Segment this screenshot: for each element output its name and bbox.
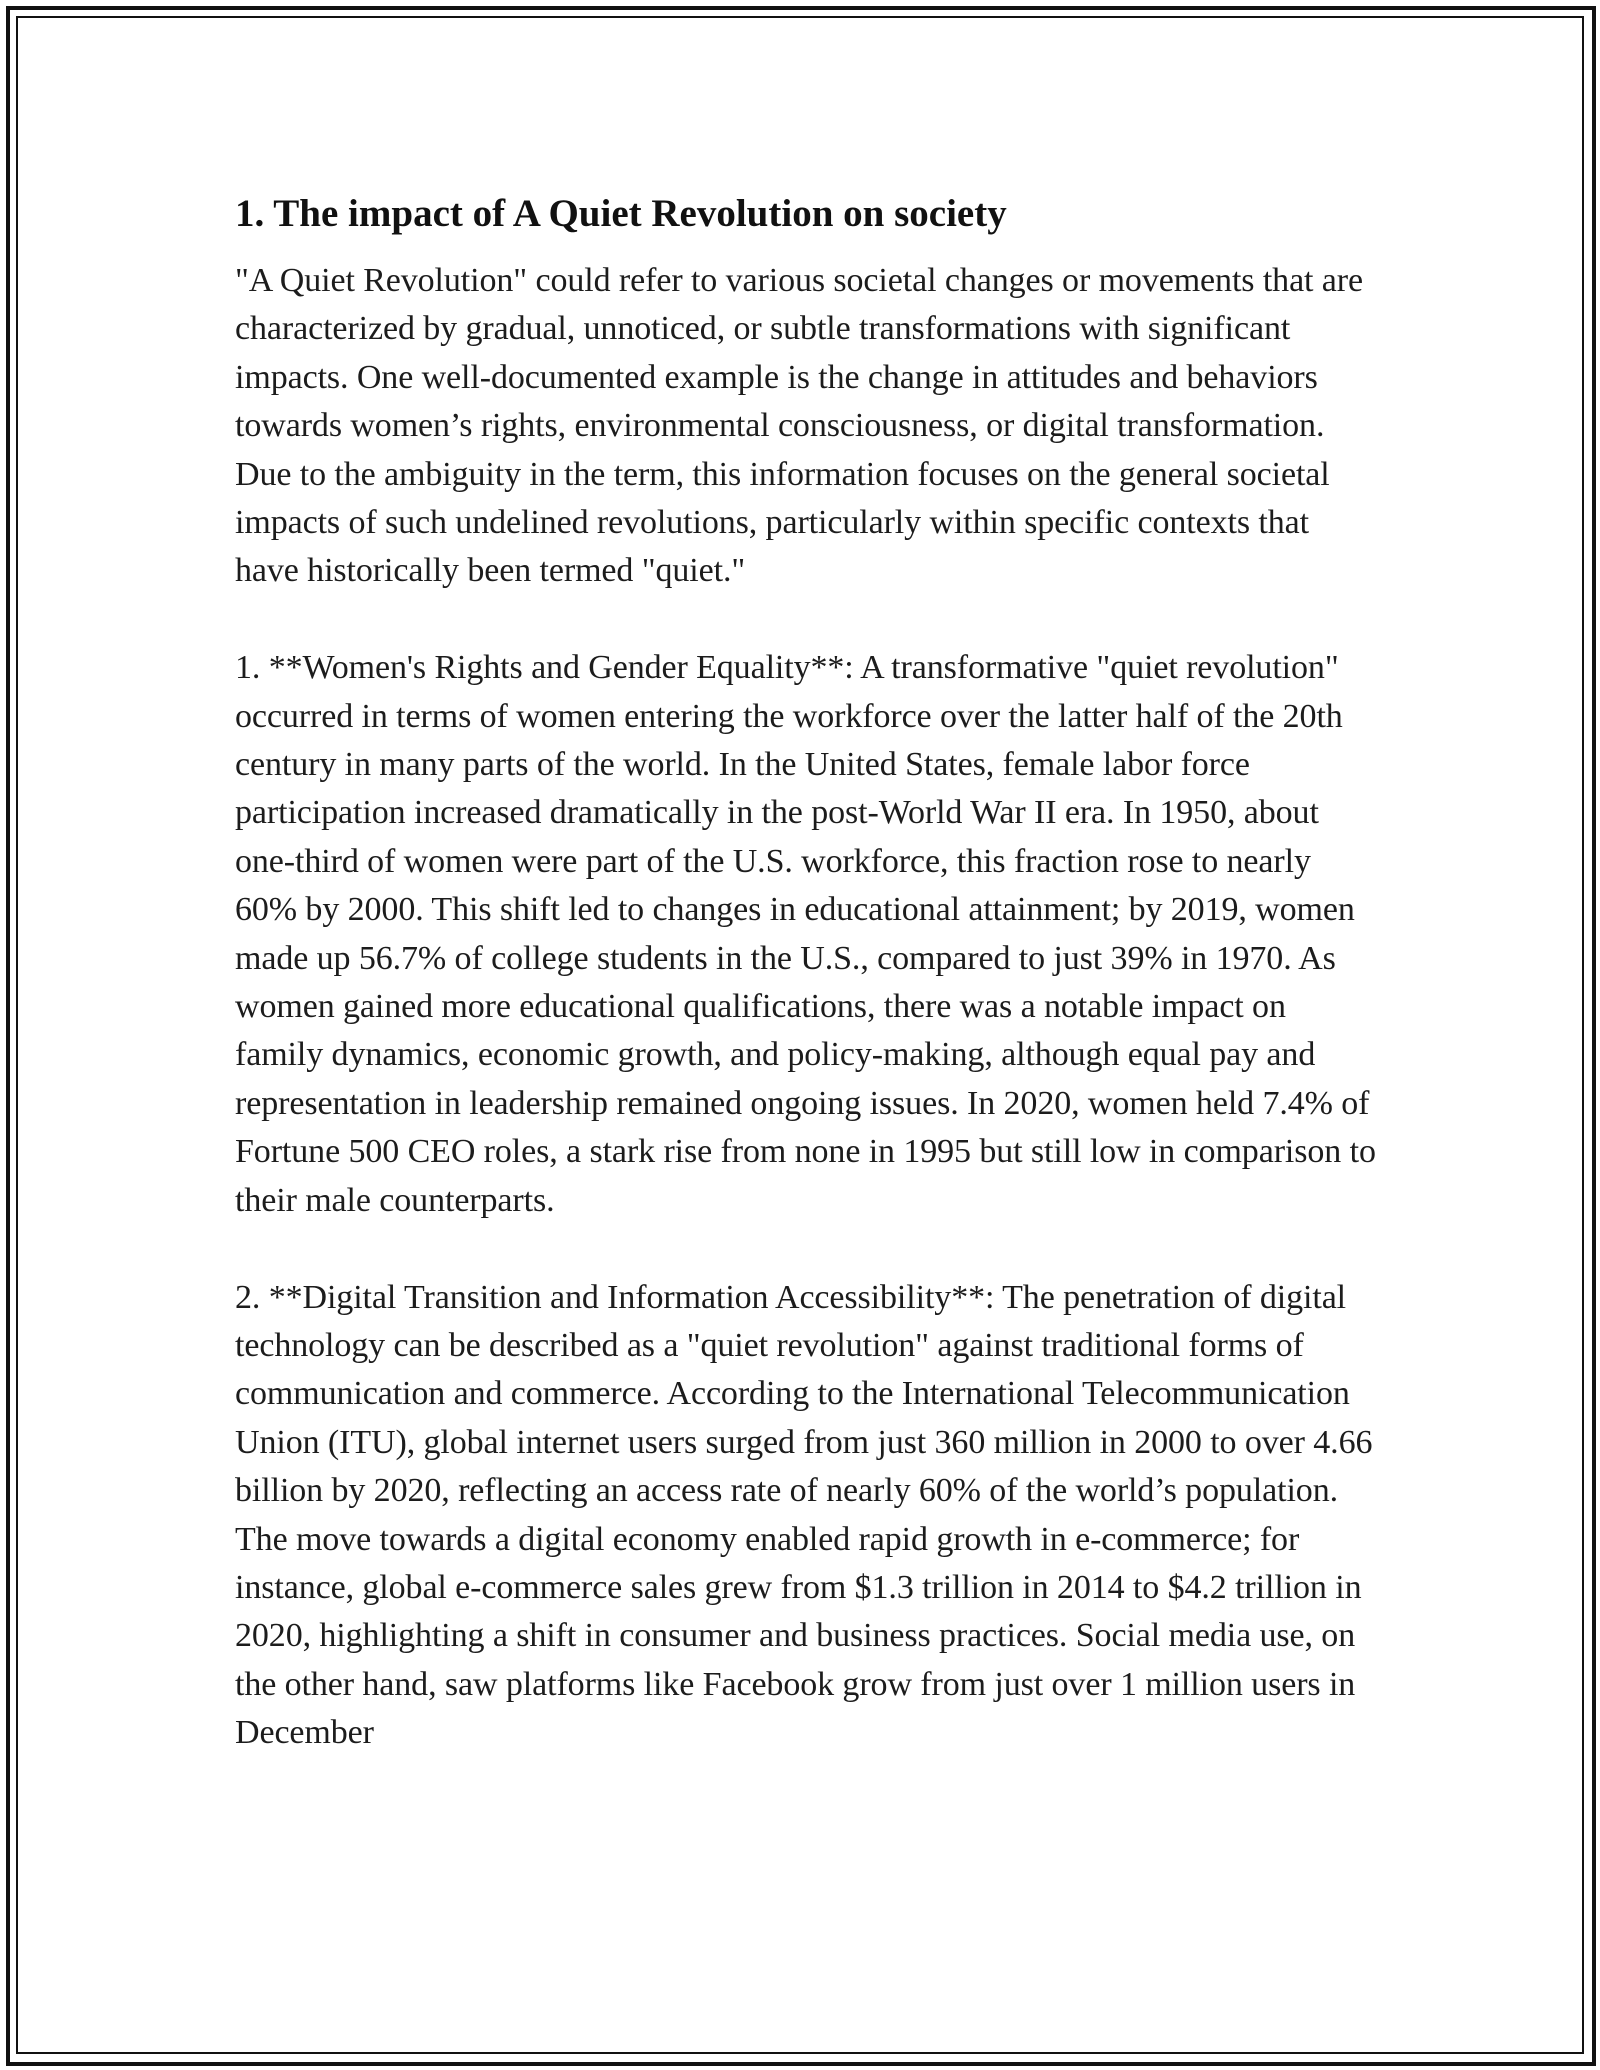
womens-rights-paragraph: 1. **Women's Rights and Gender Equality**: A transformative "quiet revolution" occurred in terms of women entering the workforce over the latter half of the 20th century in many parts of the world. In the United States, female labor force participation increased dramatically in the post-World War II era. In 1950, about one-third of women were part of the U.S. workforce, this fraction rose to nearly 60% by 2000. This shift led to changes in educational attainment; by 2019, women made up 56.7% of college students in the U.S., compared to just 39% in 1970. As women gained more educational qualifications, there was a notable impact on family dynamics, economic growth, and policy-making, although equal pay and representation in leadership remained ongoing issues. In 2020, women held 7.4% of Fortune 500 CEO roles, a stark rise from none in 1995 but still low in comparison to their male counterparts.	[235, 649, 1376, 1219]
document-body	[235, 188, 1380, 1758]
paragraph-spacer	[235, 1225, 1380, 1273]
digital-transition-paragraph: 2. **Digital Transition and Information Accessibility**: The penetration of digital technology can be described as a "quiet revolution" against traditional forms of communication and commerce. According to the International Telecommunication Union (ITU), global internet users surged from just 360 million in 2000 to over 4.66 billion by 2020, reflecting an access rate of nearly 60% of the world’s population. The move towards a digital economy enabled rapid growth in e-commerce; for instance, global e-commerce sales grew from $1.3 trillion in 2014 to $4.2 trillion in 2020, highlighting a shift in consumer and business practices. Social media use, on the other hand, saw platforms like Facebook grow from just over 1 million users in December	[235, 1278, 1373, 1752]
section-heading: 1. The impact of A Quiet Revolution on society	[235, 192, 1007, 235]
paragraph-spacer	[235, 596, 1380, 644]
intro-paragraph: "A Quiet Revolution" could refer to various societal changes or movements that are characterized by gradual, unnoticed, or subtle transformations with significant impacts. One well-documented example is the change in attitudes and behaviors towards women’s rights, environmental consciousness, or digital transformation. Due to the ambiguity in the term, this information focuses on the general societal impacts of such undelined revolutions, particularly within specific contexts that have historically been termed "quiet."	[235, 262, 1364, 590]
